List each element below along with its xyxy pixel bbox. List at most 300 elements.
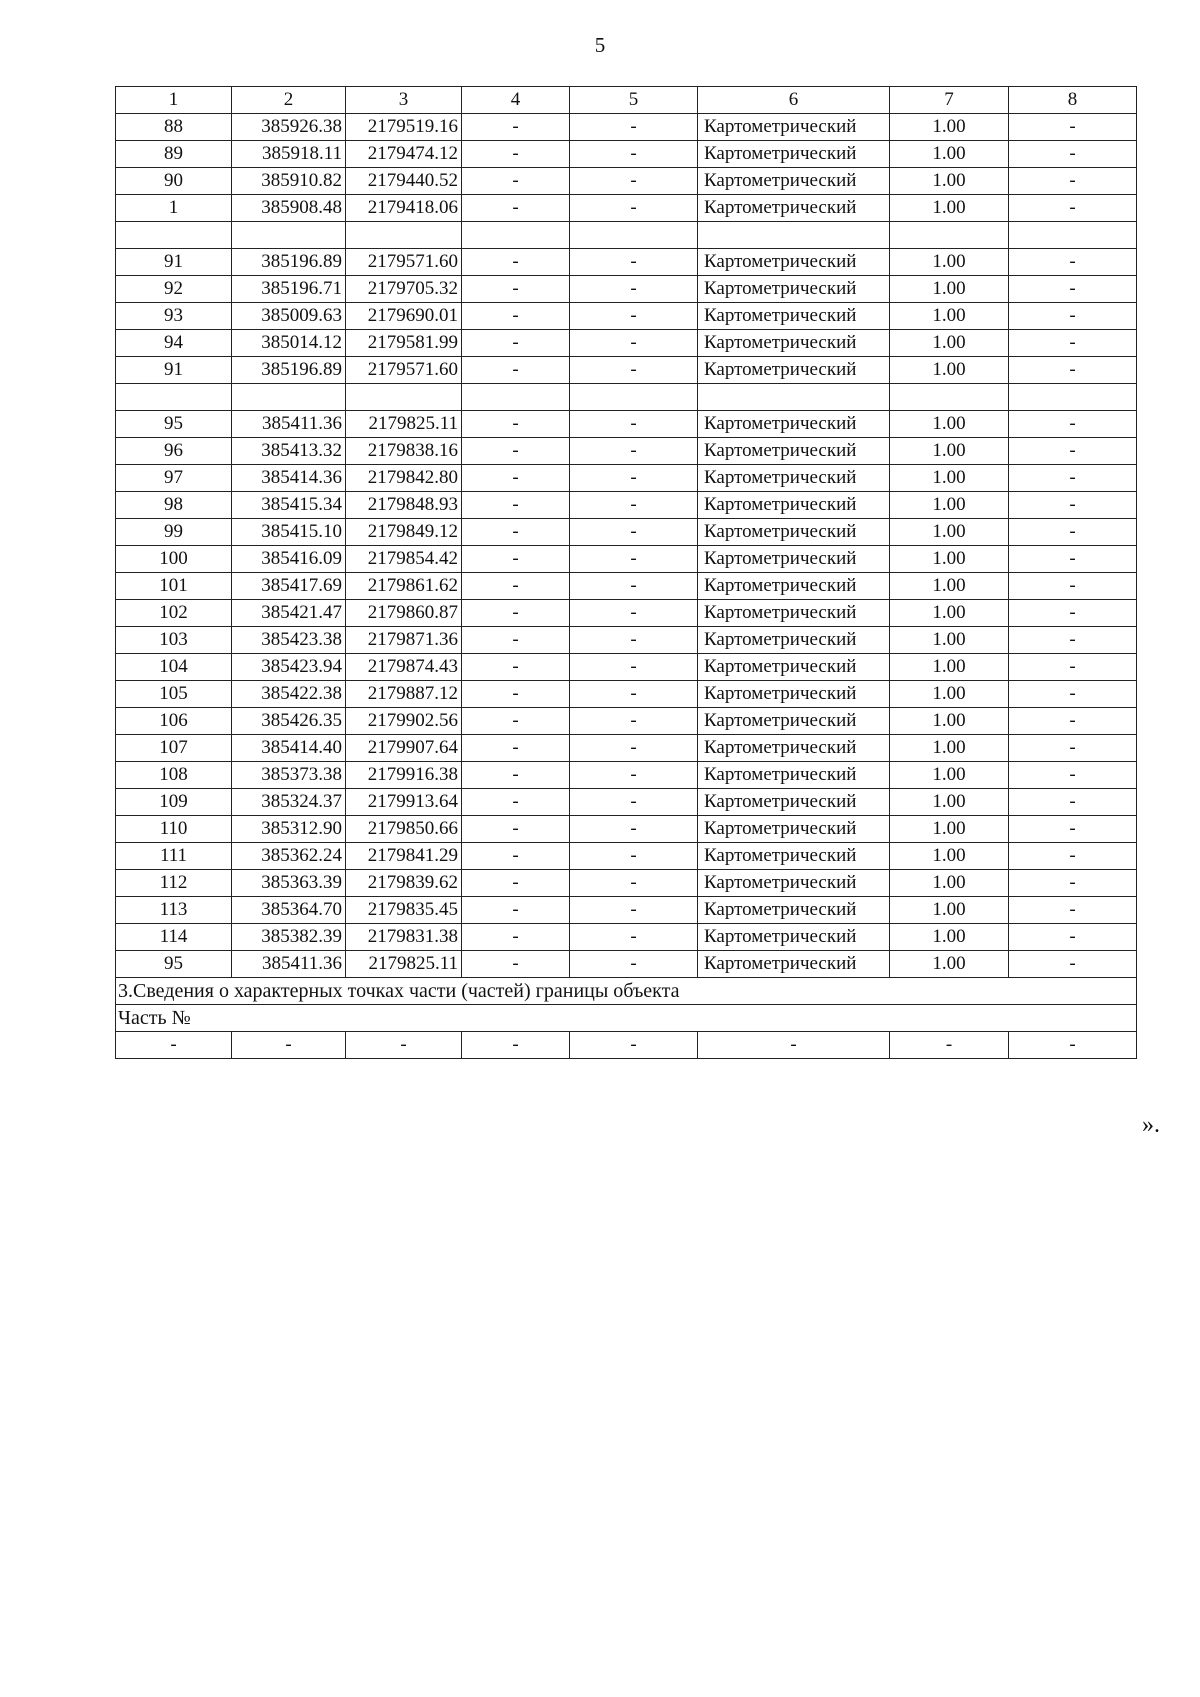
column-5-cell: - <box>570 276 698 303</box>
method-cell: Картометрический <box>698 654 890 681</box>
column-5-cell: - <box>570 789 698 816</box>
column-5-cell <box>570 222 698 249</box>
column-8-cell: - <box>1009 465 1137 492</box>
x-coordinate-cell: 385415.34 <box>232 492 346 519</box>
x-coordinate-cell: 385196.89 <box>232 249 346 276</box>
method-cell: Картометрический <box>698 573 890 600</box>
y-coordinate-cell: 2179842.80 <box>346 465 462 492</box>
column-5-cell: - <box>570 411 698 438</box>
column-number-row <box>116 87 1137 114</box>
column-4-cell: - <box>462 951 570 978</box>
accuracy-cell: 1.00 <box>890 546 1009 573</box>
column-8-cell: - <box>1009 573 1137 600</box>
method-cell: Картометрический <box>698 492 890 519</box>
column-5-cell: - <box>570 195 698 222</box>
point-number-cell: 112 <box>116 870 232 897</box>
column-8-cell: - <box>1009 276 1137 303</box>
column-5-cell: - <box>570 465 698 492</box>
y-coordinate-cell: 2179874.43 <box>346 654 462 681</box>
y-coordinate-cell: 2179690.01 <box>346 303 462 330</box>
table-row <box>116 330 1137 357</box>
column-4-cell: - <box>462 303 570 330</box>
point-number-cell: 106 <box>116 708 232 735</box>
point-number-cell: 99 <box>116 519 232 546</box>
y-coordinate-cell: 2179839.62 <box>346 870 462 897</box>
column-header: 1 <box>116 87 232 114</box>
y-coordinate-cell: 2179848.93 <box>346 492 462 519</box>
section-title-row <box>116 978 1137 1005</box>
accuracy-cell: 1.00 <box>890 168 1009 195</box>
table-row <box>116 195 1137 222</box>
accuracy-cell: 1.00 <box>890 816 1009 843</box>
column-5-cell: - <box>570 600 698 627</box>
x-coordinate-cell: 385009.63 <box>232 303 346 330</box>
column-5-cell: - <box>570 114 698 141</box>
column-header: 6 <box>698 87 890 114</box>
column-5-cell: - <box>570 924 698 951</box>
column-4-cell: - <box>462 330 570 357</box>
table-row <box>116 654 1137 681</box>
part-row-cell: - <box>890 1032 1009 1059</box>
column-8-cell: - <box>1009 519 1137 546</box>
y-coordinate-cell: 2179474.12 <box>346 141 462 168</box>
table-row <box>116 762 1137 789</box>
column-5-cell: - <box>570 708 698 735</box>
column-header: 3 <box>346 87 462 114</box>
y-coordinate-cell: 2179831.38 <box>346 924 462 951</box>
column-4-cell: - <box>462 195 570 222</box>
x-coordinate-cell: 385411.36 <box>232 411 346 438</box>
column-4-cell: - <box>462 600 570 627</box>
method-cell: Картометрический <box>698 330 890 357</box>
column-4-cell: - <box>462 411 570 438</box>
y-coordinate-cell: 2179838.16 <box>346 438 462 465</box>
column-4-cell: - <box>462 276 570 303</box>
method-cell: Картометрический <box>698 681 890 708</box>
x-coordinate-cell: 385908.48 <box>232 195 346 222</box>
method-cell: Картометрический <box>698 735 890 762</box>
y-coordinate-cell: 2179825.11 <box>346 411 462 438</box>
y-coordinate-cell <box>346 222 462 249</box>
accuracy-cell: 1.00 <box>890 276 1009 303</box>
closing-quote-mark: ». <box>1142 1112 1160 1138</box>
y-coordinate-cell: 2179418.06 <box>346 195 462 222</box>
accuracy-cell: 1.00 <box>890 519 1009 546</box>
column-5-cell: - <box>570 357 698 384</box>
column-8-cell: - <box>1009 789 1137 816</box>
table-row <box>116 789 1137 816</box>
column-5-cell: - <box>570 654 698 681</box>
method-cell: Картометрический <box>698 303 890 330</box>
part-row <box>116 1032 1137 1059</box>
accuracy-cell: 1.00 <box>890 492 1009 519</box>
y-coordinate-cell: 2179854.42 <box>346 546 462 573</box>
table-row <box>116 546 1137 573</box>
y-coordinate-cell: 2179861.62 <box>346 573 462 600</box>
part-row-cell: - <box>346 1032 462 1059</box>
x-coordinate-cell: 385414.40 <box>232 735 346 762</box>
x-coordinate-cell: 385411.36 <box>232 951 346 978</box>
part-label-row <box>116 1005 1137 1032</box>
column-4-cell: - <box>462 654 570 681</box>
column-5-cell: - <box>570 762 698 789</box>
column-8-cell: - <box>1009 870 1137 897</box>
x-coordinate-cell: 385910.82 <box>232 168 346 195</box>
x-coordinate-cell: 385382.39 <box>232 924 346 951</box>
column-8-cell: - <box>1009 546 1137 573</box>
column-5-cell: - <box>570 141 698 168</box>
point-number-cell: 102 <box>116 600 232 627</box>
column-5-cell: - <box>570 627 698 654</box>
table-row <box>116 519 1137 546</box>
y-coordinate-cell: 2179440.52 <box>346 168 462 195</box>
table-row <box>116 357 1137 384</box>
accuracy-cell: 1.00 <box>890 438 1009 465</box>
x-coordinate-cell: 385417.69 <box>232 573 346 600</box>
x-coordinate-cell: 385415.10 <box>232 519 346 546</box>
column-5-cell: - <box>570 897 698 924</box>
method-cell <box>698 222 890 249</box>
point-number-cell: 101 <box>116 573 232 600</box>
column-8-cell: - <box>1009 168 1137 195</box>
method-cell: Картометрический <box>698 168 890 195</box>
column-4-cell: - <box>462 762 570 789</box>
column-4-cell: - <box>462 249 570 276</box>
x-coordinate-cell: 385426.35 <box>232 708 346 735</box>
y-coordinate-cell: 2179916.38 <box>346 762 462 789</box>
column-4-cell: - <box>462 546 570 573</box>
part-label: Часть № <box>116 1005 1137 1032</box>
column-8-cell: - <box>1009 195 1137 222</box>
table-row <box>116 843 1137 870</box>
part-row-cell: - <box>116 1032 232 1059</box>
method-cell: Картометрический <box>698 519 890 546</box>
method-cell: Картометрический <box>698 708 890 735</box>
table-row <box>116 222 1137 249</box>
point-number-cell: 109 <box>116 789 232 816</box>
accuracy-cell: 1.00 <box>890 330 1009 357</box>
column-5-cell: - <box>570 519 698 546</box>
method-cell: Картометрический <box>698 600 890 627</box>
column-8-cell: - <box>1009 249 1137 276</box>
table-row <box>116 600 1137 627</box>
method-cell: Картометрический <box>698 951 890 978</box>
y-coordinate-cell: 2179902.56 <box>346 708 462 735</box>
accuracy-cell: 1.00 <box>890 924 1009 951</box>
column-4-cell: - <box>462 438 570 465</box>
column-5-cell: - <box>570 438 698 465</box>
method-cell: Картометрический <box>698 816 890 843</box>
method-cell: Картометрический <box>698 114 890 141</box>
y-coordinate-cell: 2179571.60 <box>346 249 462 276</box>
point-number-cell: 108 <box>116 762 232 789</box>
point-number-cell: 92 <box>116 276 232 303</box>
column-8-cell: - <box>1009 708 1137 735</box>
column-4-cell: - <box>462 168 570 195</box>
accuracy-cell: 1.00 <box>890 708 1009 735</box>
method-cell: Картометрический <box>698 870 890 897</box>
accuracy-cell: 1.00 <box>890 762 1009 789</box>
column-4-cell: - <box>462 924 570 951</box>
column-5-cell: - <box>570 492 698 519</box>
point-number-cell: 1 <box>116 195 232 222</box>
point-number-cell: 89 <box>116 141 232 168</box>
table-row <box>116 411 1137 438</box>
method-cell: Картометрический <box>698 249 890 276</box>
x-coordinate-cell: 385918.11 <box>232 141 346 168</box>
method-cell: Картометрический <box>698 789 890 816</box>
column-5-cell: - <box>570 330 698 357</box>
y-coordinate-cell: 2179913.64 <box>346 789 462 816</box>
accuracy-cell: 1.00 <box>890 897 1009 924</box>
method-cell: Картометрический <box>698 546 890 573</box>
column-5-cell: - <box>570 843 698 870</box>
x-coordinate-cell: 385423.94 <box>232 654 346 681</box>
x-coordinate-cell: 385416.09 <box>232 546 346 573</box>
y-coordinate-cell: 2179907.64 <box>346 735 462 762</box>
method-cell: Картометрический <box>698 141 890 168</box>
column-4-cell: - <box>462 627 570 654</box>
column-8-cell: - <box>1009 357 1137 384</box>
accuracy-cell: 1.00 <box>890 573 1009 600</box>
point-number-cell <box>116 384 232 411</box>
point-number-cell: 104 <box>116 654 232 681</box>
table-row <box>116 114 1137 141</box>
table-row <box>116 816 1137 843</box>
column-5-cell: - <box>570 546 698 573</box>
accuracy-cell: 1.00 <box>890 114 1009 141</box>
point-number-cell: 95 <box>116 411 232 438</box>
column-header: 2 <box>232 87 346 114</box>
table-row <box>116 708 1137 735</box>
accuracy-cell <box>890 222 1009 249</box>
accuracy-cell: 1.00 <box>890 681 1009 708</box>
y-coordinate-cell: 2179571.60 <box>346 357 462 384</box>
column-4-cell: - <box>462 519 570 546</box>
column-8-cell: - <box>1009 897 1137 924</box>
table-row <box>116 735 1137 762</box>
y-coordinate-cell: 2179849.12 <box>346 519 462 546</box>
column-4-cell <box>462 222 570 249</box>
table-row <box>116 951 1137 978</box>
x-coordinate-cell <box>232 222 346 249</box>
point-number-cell: 110 <box>116 816 232 843</box>
table-row <box>116 438 1137 465</box>
column-5-cell: - <box>570 249 698 276</box>
method-cell: Картометрический <box>698 438 890 465</box>
y-coordinate-cell: 2179705.32 <box>346 276 462 303</box>
column-header: 4 <box>462 87 570 114</box>
point-number-cell: 105 <box>116 681 232 708</box>
column-5-cell: - <box>570 573 698 600</box>
point-number-cell: 91 <box>116 357 232 384</box>
x-coordinate-cell <box>232 384 346 411</box>
table-row <box>116 627 1137 654</box>
column-5-cell <box>570 384 698 411</box>
column-8-cell: - <box>1009 735 1137 762</box>
x-coordinate-cell: 385014.12 <box>232 330 346 357</box>
table-row <box>116 384 1137 411</box>
column-8-cell: - <box>1009 438 1137 465</box>
column-8-cell: - <box>1009 762 1137 789</box>
column-8-cell: - <box>1009 654 1137 681</box>
x-coordinate-cell: 385196.71 <box>232 276 346 303</box>
table-row <box>116 870 1137 897</box>
column-8-cell <box>1009 384 1137 411</box>
method-cell: Картометрический <box>698 897 890 924</box>
column-8-cell: - <box>1009 951 1137 978</box>
column-header: 8 <box>1009 87 1137 114</box>
accuracy-cell: 1.00 <box>890 735 1009 762</box>
method-cell: Картометрический <box>698 924 890 951</box>
x-coordinate-cell: 385196.89 <box>232 357 346 384</box>
method-cell: Картометрический <box>698 357 890 384</box>
table-row <box>116 465 1137 492</box>
column-4-cell: - <box>462 897 570 924</box>
column-4-cell: - <box>462 114 570 141</box>
point-number-cell: 98 <box>116 492 232 519</box>
point-number-cell: 107 <box>116 735 232 762</box>
table-body <box>116 87 1137 1059</box>
column-8-cell: - <box>1009 681 1137 708</box>
point-number-cell: 94 <box>116 330 232 357</box>
accuracy-cell: 1.00 <box>890 249 1009 276</box>
x-coordinate-cell: 385373.38 <box>232 762 346 789</box>
x-coordinate-cell: 385312.90 <box>232 816 346 843</box>
y-coordinate-cell: 2179519.16 <box>346 114 462 141</box>
y-coordinate-cell: 2179887.12 <box>346 681 462 708</box>
column-8-cell: - <box>1009 141 1137 168</box>
x-coordinate-cell: 385363.39 <box>232 870 346 897</box>
y-coordinate-cell <box>346 384 462 411</box>
point-number-cell: 113 <box>116 897 232 924</box>
accuracy-cell: 1.00 <box>890 357 1009 384</box>
column-5-cell: - <box>570 816 698 843</box>
method-cell: Картометрический <box>698 276 890 303</box>
accuracy-cell: 1.00 <box>890 870 1009 897</box>
table-row <box>116 303 1137 330</box>
column-8-cell: - <box>1009 843 1137 870</box>
y-coordinate-cell: 2179871.36 <box>346 627 462 654</box>
accuracy-cell: 1.00 <box>890 789 1009 816</box>
column-4-cell: - <box>462 735 570 762</box>
table-row <box>116 573 1137 600</box>
column-4-cell: - <box>462 465 570 492</box>
page-number: 5 <box>594 33 606 57</box>
table-row <box>116 492 1137 519</box>
column-header: 5 <box>570 87 698 114</box>
method-cell: Картометрический <box>698 843 890 870</box>
x-coordinate-cell: 385422.38 <box>232 681 346 708</box>
column-8-cell: - <box>1009 114 1137 141</box>
x-coordinate-cell: 385926.38 <box>232 114 346 141</box>
point-number-cell: 111 <box>116 843 232 870</box>
method-cell <box>698 384 890 411</box>
accuracy-cell: 1.00 <box>890 843 1009 870</box>
point-number-cell: 97 <box>116 465 232 492</box>
accuracy-cell: 1.00 <box>890 654 1009 681</box>
column-8-cell: - <box>1009 411 1137 438</box>
column-4-cell: - <box>462 870 570 897</box>
column-8-cell <box>1009 222 1137 249</box>
table-row <box>116 924 1137 951</box>
accuracy-cell: 1.00 <box>890 600 1009 627</box>
column-4-cell: - <box>462 681 570 708</box>
accuracy-cell: 1.00 <box>890 627 1009 654</box>
column-5-cell: - <box>570 951 698 978</box>
point-number-cell: 100 <box>116 546 232 573</box>
part-row-cell: - <box>698 1032 890 1059</box>
method-cell: Картометрический <box>698 762 890 789</box>
section-title: 3.Сведения о характерных точках части (частей) границы объекта <box>116 978 1137 1005</box>
x-coordinate-cell: 385362.24 <box>232 843 346 870</box>
column-4-cell: - <box>462 357 570 384</box>
point-number-cell: 95 <box>116 951 232 978</box>
column-4-cell: - <box>462 843 570 870</box>
accuracy-cell: 1.00 <box>890 951 1009 978</box>
x-coordinate-cell: 385364.70 <box>232 897 346 924</box>
x-coordinate-cell: 385413.32 <box>232 438 346 465</box>
part-row-cell: - <box>462 1032 570 1059</box>
column-8-cell: - <box>1009 816 1137 843</box>
column-4-cell: - <box>462 789 570 816</box>
point-number-cell: 114 <box>116 924 232 951</box>
column-4-cell: - <box>462 573 570 600</box>
method-cell: Картометрический <box>698 411 890 438</box>
point-number-cell: 96 <box>116 438 232 465</box>
point-number-cell: 103 <box>116 627 232 654</box>
method-cell: Картометрический <box>698 195 890 222</box>
column-8-cell: - <box>1009 627 1137 654</box>
table-row <box>116 168 1137 195</box>
column-5-cell: - <box>570 168 698 195</box>
accuracy-cell: 1.00 <box>890 141 1009 168</box>
point-number-cell: 88 <box>116 114 232 141</box>
part-row-cell: - <box>232 1032 346 1059</box>
y-coordinate-cell: 2179850.66 <box>346 816 462 843</box>
table-row <box>116 681 1137 708</box>
column-8-cell: - <box>1009 600 1137 627</box>
part-row-cell: - <box>570 1032 698 1059</box>
accuracy-cell: 1.00 <box>890 303 1009 330</box>
column-5-cell: - <box>570 681 698 708</box>
column-8-cell: - <box>1009 303 1137 330</box>
table-row <box>116 276 1137 303</box>
y-coordinate-cell: 2179841.29 <box>346 843 462 870</box>
column-4-cell: - <box>462 816 570 843</box>
method-cell: Картометрический <box>698 465 890 492</box>
x-coordinate-cell: 385423.38 <box>232 627 346 654</box>
y-coordinate-cell: 2179825.11 <box>346 951 462 978</box>
y-coordinate-cell: 2179581.99 <box>346 330 462 357</box>
accuracy-cell <box>890 384 1009 411</box>
column-5-cell: - <box>570 735 698 762</box>
table-row <box>116 141 1137 168</box>
point-number-cell: 90 <box>116 168 232 195</box>
x-coordinate-cell: 385414.36 <box>232 465 346 492</box>
column-5-cell: - <box>570 870 698 897</box>
column-8-cell: - <box>1009 924 1137 951</box>
column-4-cell: - <box>462 708 570 735</box>
column-5-cell: - <box>570 303 698 330</box>
column-4-cell: - <box>462 492 570 519</box>
column-4-cell: - <box>462 141 570 168</box>
part-row-cell: - <box>1009 1032 1137 1059</box>
point-number-cell <box>116 222 232 249</box>
table-row <box>116 897 1137 924</box>
point-number-cell: 93 <box>116 303 232 330</box>
x-coordinate-cell: 385421.47 <box>232 600 346 627</box>
